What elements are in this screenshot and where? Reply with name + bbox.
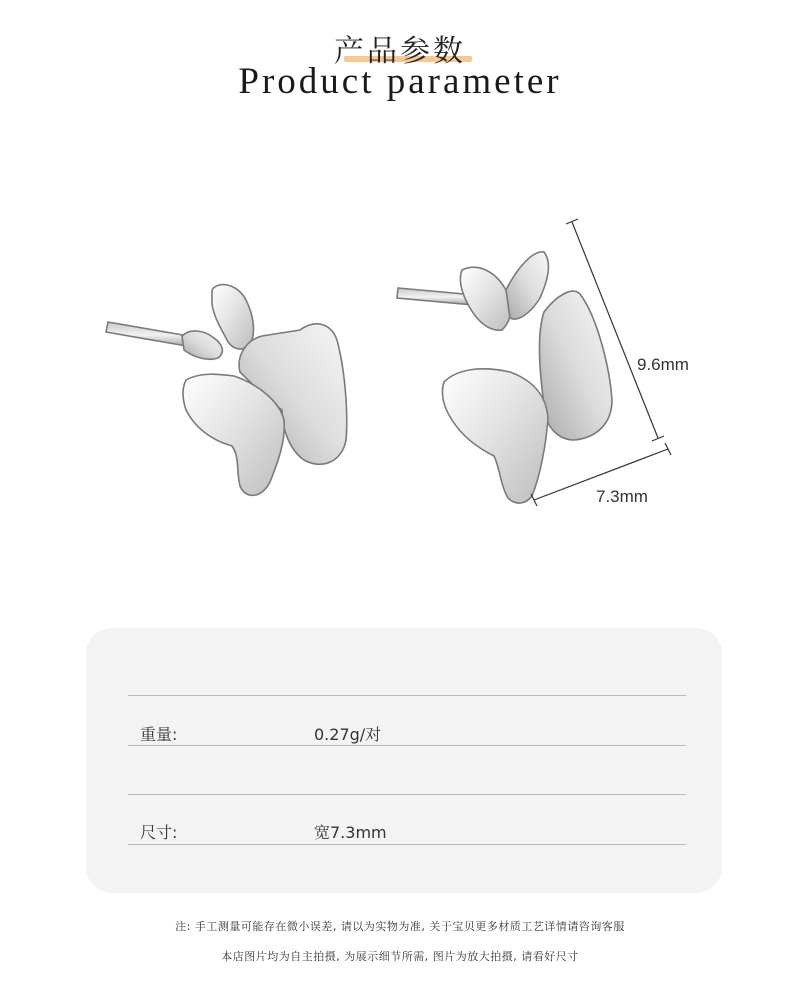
spec-label-weight: 重量: xyxy=(140,725,178,744)
page-title-cn: 产品参数 xyxy=(334,34,466,69)
spec-card xyxy=(86,628,722,893)
spec-divider xyxy=(128,794,686,795)
spec-label-size: 尺寸: xyxy=(140,823,178,842)
left-small-butterfly xyxy=(212,285,253,350)
spec-value-weight: 0.27g/对 xyxy=(314,725,382,744)
width-dimension-label: 7.3mm xyxy=(596,487,648,506)
height-dimension-label: 9.6mm xyxy=(637,355,689,374)
spec-divider xyxy=(128,844,686,845)
spec-value-size: 宽7.3mm xyxy=(314,823,387,842)
spec-divider xyxy=(128,695,686,696)
disclaimer-note-2: 本店图片均为自主拍摄, 为展示细节所需, 图片为放大拍摄, 请看好尺寸 xyxy=(221,950,579,963)
right-big-butterfly-upper xyxy=(540,291,612,440)
right-small-butterfly xyxy=(460,267,511,330)
spec-divider xyxy=(128,745,686,746)
right-earring xyxy=(397,252,612,503)
left-earring xyxy=(106,285,347,496)
page-title-en: Product parameter xyxy=(238,61,562,102)
right-big-butterfly-lower xyxy=(442,369,548,503)
disclaimer-note-1: 注: 手工测量可能存在微小误差, 请以为实物为准, 关于宝贝更多材质工艺详情请咨询客服 xyxy=(175,920,625,933)
